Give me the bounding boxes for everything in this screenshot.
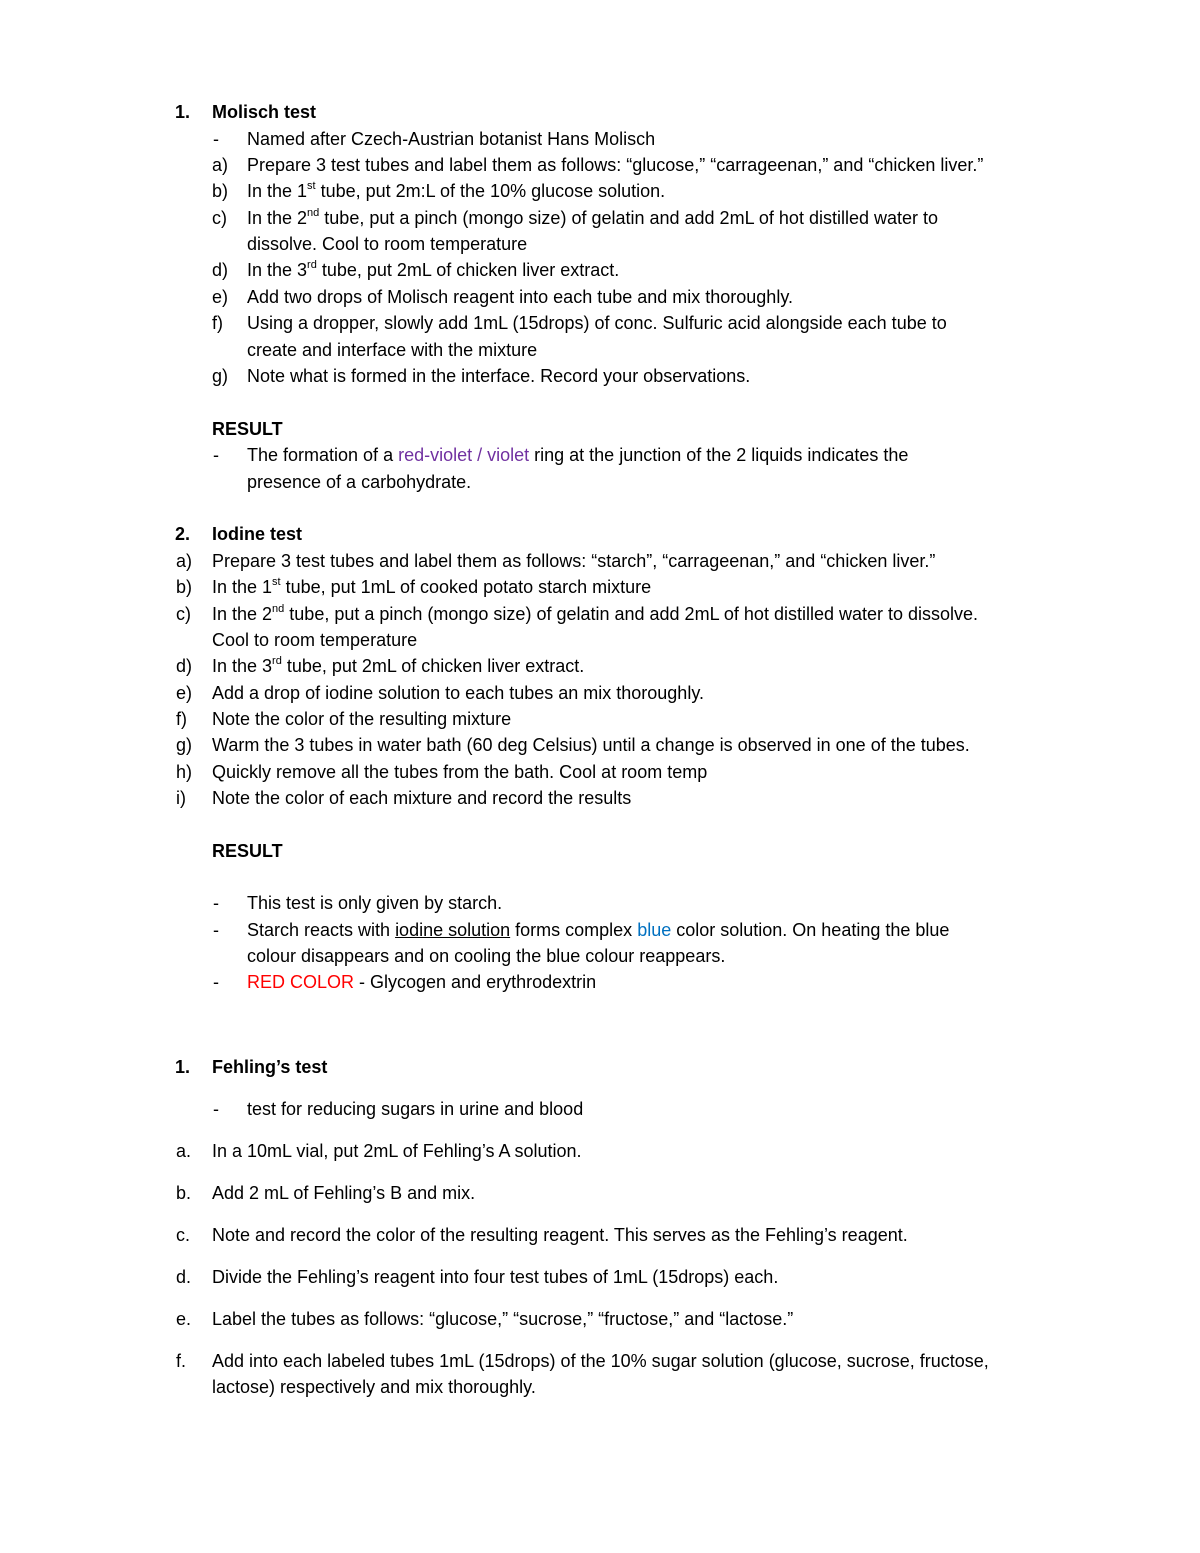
list-text: In the 1st tube, put 2m:L of the 10% glucose solution. — [247, 180, 666, 201]
list-text: In the 3rd tube, put 2mL of chicken liver extract. — [247, 259, 620, 280]
list-marker: f) — [212, 313, 223, 333]
list-marker: i) — [176, 788, 186, 808]
result-text: This test is only given by starch. — [247, 893, 503, 913]
list-text: Quickly remove all the tubes from the bath. Cool at room temp — [212, 762, 708, 782]
result-text: Starch reacts with iodine solution forms complex blue color solution. On heating the blue — [247, 920, 950, 940]
list-marker: b) — [176, 577, 193, 597]
section-number: 1. — [175, 1057, 191, 1077]
result-text: presence of a carbohydrate. — [247, 472, 472, 492]
list-marker: d) — [212, 260, 229, 280]
list-text: Divide the Fehling’s reagent into four test tubes of 1mL (15drops) each. — [212, 1267, 779, 1287]
result-label: RESULT — [212, 841, 283, 861]
dash-bullet: - — [213, 893, 219, 913]
result-text: The formation of a red-violet / violet ring at the junction of the 2 liquids indicates the — [247, 445, 909, 465]
list-text: Using a dropper, slowly add 1mL (15drops) of conc. Sulfuric acid alongside each tube to — [247, 313, 947, 333]
list-text: In the 1st tube, put 1mL of cooked potato starch mixture — [212, 576, 652, 597]
list-text: Warm the 3 tubes in water bath (60 deg Celsius) until a change is observed in one of the tubes. — [212, 735, 970, 755]
list-marker: a. — [176, 1141, 192, 1161]
list-text: Note and record the color of the resulting reagent. This serves as the Fehling’s reagent. — [212, 1225, 908, 1245]
list-marker: e) — [176, 683, 193, 703]
list-marker: a) — [176, 551, 193, 571]
list-text: In the 2nd tube, put a pinch (mongo size) of gelatin and add 2mL of hot distilled water to dissolve. — [212, 603, 979, 624]
list-marker: a) — [212, 155, 229, 175]
list-text: Add two drops of Molisch reagent into each tube and mix thoroughly. — [247, 287, 793, 307]
result-text: colour disappears and on cooling the blue colour reappears. — [247, 946, 726, 966]
dash-bullet: - — [213, 445, 219, 465]
list-text: In the 3rd tube, put 2mL of chicken liver extract. — [212, 655, 585, 676]
intro-text: Named after Czech-Austrian botanist Hans Molisch — [247, 129, 656, 149]
list-marker: c) — [212, 208, 227, 228]
list-marker: f. — [176, 1351, 187, 1371]
list-text: dissolve. Cool to room temperature — [247, 234, 528, 254]
list-marker: d) — [176, 656, 193, 676]
list-marker: g) — [212, 366, 229, 386]
list-text: Prepare 3 test tubes and label them as follows: “starch”, “carrageenan,” and “chicken liver.” — [212, 551, 936, 571]
result-text: RED COLOR - Glycogen and erythrodextrin — [247, 972, 597, 992]
intro-text: test for reducing sugars in urine and blood — [247, 1099, 584, 1119]
list-text: Label the tubes as follows: “glucose,” “sucrose,” “fructose,” and “lactose.” — [212, 1309, 794, 1329]
dash-bullet: - — [213, 972, 219, 992]
list-text: Add 2 mL of Fehling’s B and mix. — [212, 1183, 476, 1203]
list-text: Note the color of the resulting mixture — [212, 709, 512, 729]
list-text: Note the color of each mixture and record the results — [212, 788, 632, 808]
list-text: create and interface with the mixture — [247, 340, 538, 360]
section-title: Fehling’s test — [212, 1057, 328, 1077]
section-title: Molisch test — [212, 102, 317, 122]
list-marker: b. — [176, 1183, 192, 1203]
list-text: In the 2nd tube, put a pinch (mongo size) of gelatin and add 2mL of hot distilled water to — [247, 207, 939, 228]
blue-text: blue — [637, 920, 672, 940]
list-marker: e) — [212, 287, 229, 307]
section-number: 1. — [175, 102, 191, 122]
list-marker: d. — [176, 1267, 192, 1287]
dash-bullet: - — [213, 920, 219, 940]
dash-bullet: - — [213, 1099, 219, 1119]
list-text: Cool to room temperature — [212, 630, 418, 650]
list-text: In a 10mL vial, put 2mL of Fehling’s A solution. — [212, 1141, 582, 1161]
result-label: RESULT — [212, 419, 283, 439]
list-text: Note what is formed in the interface. Record your observations. — [247, 366, 751, 386]
list-text: Add a drop of iodine solution to each tubes an mix thoroughly. — [212, 683, 704, 703]
section-number: 2. — [175, 524, 191, 544]
underlined-text: iodine solution — [395, 920, 511, 940]
dash-bullet: - — [213, 129, 219, 149]
list-marker: g) — [176, 735, 193, 755]
list-marker: f) — [176, 709, 187, 729]
violet-text: red-violet / violet — [398, 445, 530, 465]
red-text: RED COLOR — [247, 972, 355, 992]
list-marker: h) — [176, 762, 193, 782]
list-text: Prepare 3 test tubes and label them as follows: “glucose,” “carrageenan,” and “chicken liver.” — [247, 155, 984, 175]
list-marker: e. — [176, 1309, 192, 1329]
list-marker: c. — [176, 1225, 191, 1245]
list-marker: b) — [212, 181, 229, 201]
list-marker: c) — [176, 604, 191, 624]
list-text: lactose) respectively and mix thoroughly. — [212, 1377, 536, 1397]
section-title: Iodine test — [212, 524, 303, 544]
list-text: Add into each labeled tubes 1mL (15drops) of the 10% sugar solution (glucose, sucrose, fructose, — [212, 1351, 989, 1371]
